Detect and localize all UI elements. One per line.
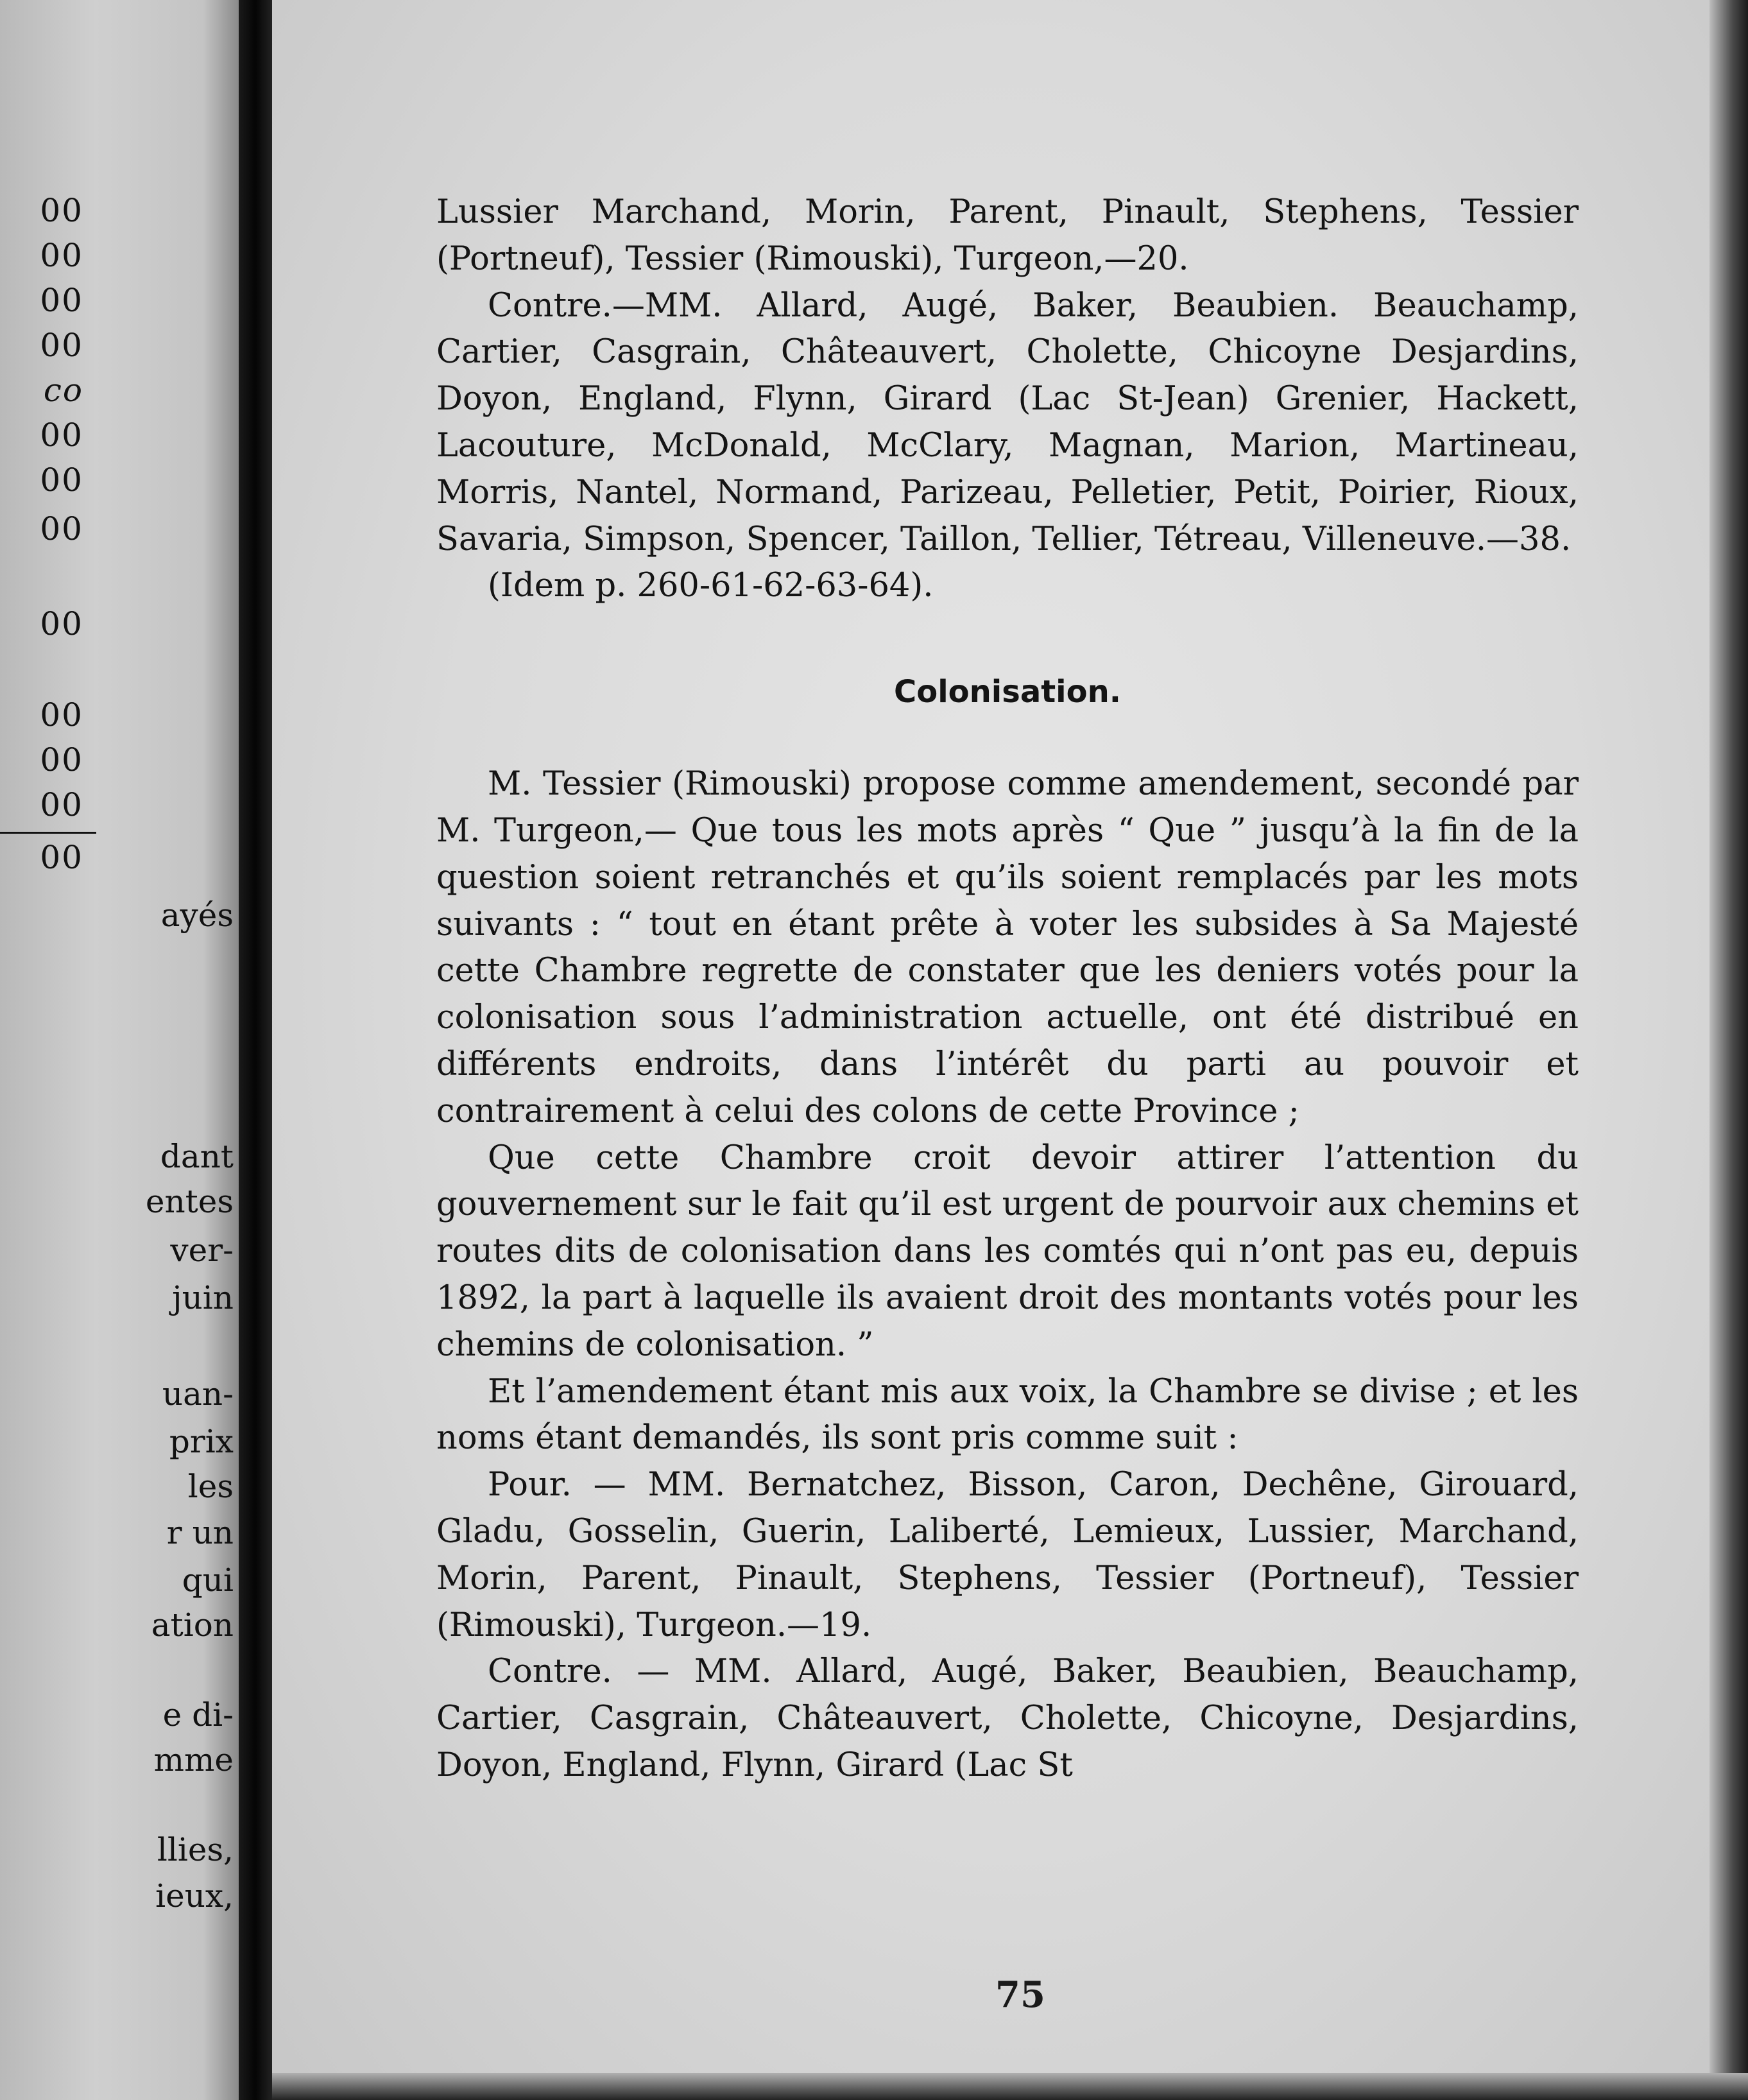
left-number: 00 [40,282,83,319]
contre-vote-paragraph: Contre. — MM. Allard, Augé, Baker, Beaubien, Beauchamp, Cartier, Casgrain, Châteauvert, Cholette, Chicoyne, Desjardins, Doyon, England, Flynn, Girard (Lac St [436,1653,1579,1784]
left-number: 00 [40,192,83,229]
left-text-fragment: ver- [170,1232,234,1269]
left-text-fragment: dant [160,1138,234,1175]
left-text-fragment: juin [172,1279,234,1316]
left-text-fragment: qui [182,1562,234,1599]
left-number: 00 [40,605,83,642]
left-text-fragment: prix [169,1423,234,1460]
left-sum-rule [0,832,96,834]
division-paragraph: Et l’amendement étant mis aux voix, la Chambre se divise ; et les noms étant demandés, ils sont pris comme suit : [436,1372,1579,1458]
left-number: 00 [40,839,83,876]
left-text-fragment: uan- [162,1375,234,1413]
left-number: 00 [40,510,83,547]
amendment-paragraph: M. Tessier (Rimouski) propose comme amendement, secondé par M. Turgeon,— Que tous les mots après “ Que ” jusqu’à la fin de la question soient retranchés et qu’ils soient remplacés par les mots suivants : “ tout en étant prête à voter les subsides à Sa Majesté cette Chambre regrette de constater que les deniers votés pour la colonisation sous l’administration actuelle, ont été distribué en différents endroits, dans l’intérêt du parti au pouvoir et contrairement à celui des colons de cette Province ; [436,765,1579,1130]
left-text-fragment: mme [153,1741,234,1778]
left-number: 00 [40,696,83,734]
left-text-fragment: ieux, [155,1877,234,1915]
pour-vote-paragraph: Pour. — MM. Bernatchez, Bisson, Caron, Dechêne, Girouard, Gladu, Gosselin, Guerin, Laliberté, Lemieux, Lussier, Marchand, Morin, Parent, Pinault, Stephens, Tessier (Portneuf), Tessier (Rimouski), Turgeon.—19. [436,1466,1579,1644]
bottom-page-edge [272,2073,1748,2100]
amendment-continuation-paragraph: Que cette Chambre croit devoir attirer l’attention du gouvernement sur le fait qu’il est urgent de pourvoir aux chemins et routes dits de colonisation dans les comtés qui n’ont pas eu, depuis 1892, la part à laquelle ils avaient droit des montants votés pour les chemins de colonisation. ” [436,1139,1579,1364]
left-number: 00 [40,741,83,779]
left-text-fragment: ation [151,1606,234,1644]
left-number: 00 [40,417,83,454]
book-gutter [239,0,272,2100]
contre-vote-paragraph: Contre.—MM. Allard, Augé, Baker, Beaubien. Beauchamp, Cartier, Casgrain, Châteauvert, Cholette, Chicoyne Desjardins, Doyon, England, Flynn, Girard (Lac St-Jean) Grenier, Hackett, Lacouture, McDonald, McClary, Magnan, Marion, Martineau, Morris, Nantel, Normand, Parizeau, Pelletier, Petit, Poirier, Rioux, Savaria, Simpson, Spencer, Taillon, Tellier, Tétreau, Villeneuve.—38. [436,286,1579,558]
reference-paragraph: (Idem p. 260-61-62-63-64). [488,567,934,605]
left-page-fragment [0,0,239,2100]
left-text-fragment: r un [166,1514,234,1551]
left-text-fragment: ayés [160,897,234,934]
left-text-fragment: les [187,1468,234,1505]
right-page-edge [1709,0,1748,2100]
left-number: 00 [40,461,83,499]
page-number: 75 [995,1974,1045,2016]
section-heading: Colonisation. [894,674,1121,710]
main-text-block [436,189,1579,1789]
left-text-fragment: entes [145,1183,234,1220]
vote-continuation-paragraph: Lussier Marchand, Morin, Parent, Pinault, Stephens, Tessier (Portneuf), Tessier (Rimouski), Turgeon,—20. [436,193,1579,278]
left-number: 00 [40,327,83,364]
left-text-fragment: e di- [162,1696,234,1734]
left-text-fragment: llies, [157,1831,234,1868]
left-number: 00 [40,786,83,823]
left-number: co [43,372,83,409]
left-number: 00 [40,237,83,274]
